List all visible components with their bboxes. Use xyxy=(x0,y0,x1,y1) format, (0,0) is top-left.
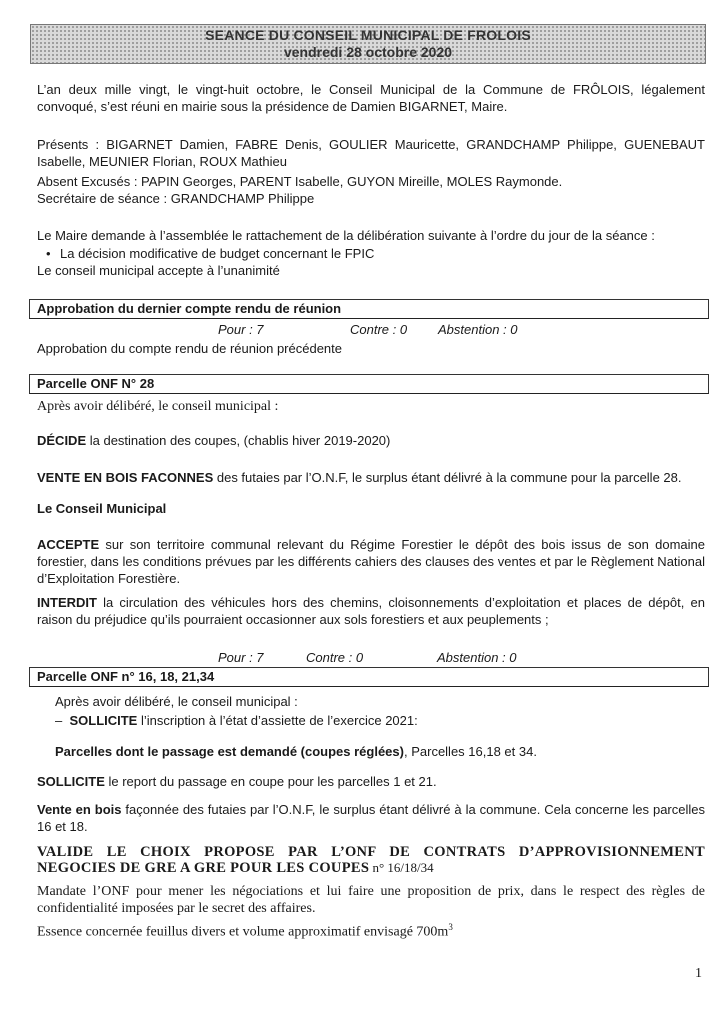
vote-abstention-2: Abstention : 0 xyxy=(437,650,517,665)
mandate-paragraph: Mandate l’ONF pour mener les négociations et lui faire une proposition de prix, dans le respect des règles de confidentialité imposées par le secret des affaires. xyxy=(37,884,705,916)
parcelles-text: , Parcelles 16,18 et 34. xyxy=(403,744,537,759)
council-heading xyxy=(37,500,705,517)
vote-pour-2: Pour : 7 xyxy=(218,650,264,665)
agenda-request: Le Maire demande à l’assemblée le rattachement de la délibération suivante à l’ordre du jour de la séance : xyxy=(37,228,655,243)
council-label: Le Conseil Municipal xyxy=(37,501,167,516)
page-number: 1 xyxy=(695,966,702,981)
parcelles-label: Parcelles dont le passage est demandé (coupes réglées) xyxy=(55,744,404,759)
sollicite-text: l’inscription à l’état d’assiette de l’exercice 2021: xyxy=(137,713,418,728)
vote-contre-2: Contre : 0 xyxy=(306,650,364,665)
section-heading-approbation: Approbation du dernier compte rendu de réunion xyxy=(29,299,709,319)
valide-paragraph xyxy=(37,844,705,876)
vente-paragraph xyxy=(37,469,705,486)
parcelles-paragraph xyxy=(55,743,705,760)
section-heading-parcelle-28: Parcelle ONF N° 28 xyxy=(29,374,709,394)
interdit-paragraph xyxy=(37,594,705,628)
vente-text: des futaies par l’O.N.F, le surplus étant délivré à la commune pour la parcelle 28. xyxy=(213,470,682,485)
essence-paragraph xyxy=(37,919,705,941)
secretary-line: Secrétaire de séance : GRANDCHAMP Philippe xyxy=(37,191,315,206)
accepte-label: ACCEPTE xyxy=(37,537,100,552)
sollicite-label: SOLLICITE xyxy=(69,713,138,728)
section3-intro: Après avoir délibéré, le conseil municipal : xyxy=(55,694,298,709)
valide-suffix: n° 16/18/34 xyxy=(369,860,434,875)
vente-label: VENTE EN BOIS FACONNES xyxy=(37,470,214,485)
dash-marker: – xyxy=(55,713,63,728)
accepte-text: sur son territoire communal relevant du Régime Forestier le dépôt des bois issus de son domaine forestier, dans les conditions prévues par les différents cahiers des clauses des ventes et par le Règlement National d’Exploitation Forestière. xyxy=(37,537,705,586)
essence-superscript: 3 xyxy=(448,922,453,932)
vote-pour: Pour : 7 xyxy=(218,322,264,337)
report-text: le report du passage en coupe pour les parcelles 1 et 21. xyxy=(104,774,437,789)
decide-label: DÉCIDE xyxy=(37,433,87,448)
accepte-paragraph xyxy=(37,536,705,587)
interdit-label: INTERDIT xyxy=(37,595,97,610)
vente-bois-label: Vente en bois xyxy=(37,802,122,817)
vote-contre: Contre : 0 xyxy=(350,322,408,337)
header-date: vendredi 28 octobre 2020 xyxy=(283,44,453,60)
presents-list: Présents : BIGARNET Damien, FABRE Denis, GOULIER Mauricette, GRANDCHAMP Philippe, GUENEBAUT Isabelle, MEUNIER Florian, ROUX Mathieu xyxy=(37,137,705,169)
report-label: SOLLICITE xyxy=(37,774,105,789)
decide-text: la destination des coupes, (chablis hiver 2019-2020) xyxy=(86,433,391,448)
sollicite-item xyxy=(55,712,418,729)
agenda-bullet-item: • La décision modificative de budget concernant le FPIC xyxy=(60,245,374,262)
section2-intro: Après avoir délibéré, le conseil municipal : xyxy=(37,399,279,414)
essence-text: Essence concernée feuillus divers et volume approximatif envisagé 700m xyxy=(37,924,449,940)
intro-paragraph: L’an deux mille vingt, le vingt-huit octobre, le Conseil Municipal de la Commune de FRÔLOIS, légalement convoqué, s’est réuni en mairie sous la présidence de Damien BIGARNET, Maire. xyxy=(37,82,705,114)
interdit-text: la circulation des véhicules hors des chemins, cloisonnements d’exploitation et places de dépôt, en raison du préjudice qu’ils pourraient occasionner aux sols forestiers et aux peuplements ; xyxy=(37,595,705,627)
valide-text: VALIDE LE CHOIX PROPOSE PAR L’ONF DE CONTRATS D’APPROVISIONNEMENT NEGOCIES DE GRE A GRE POUR LES COUPES xyxy=(37,844,705,876)
vente-bois-text: façonnée des futaies par l’O.N.F, le surplus étant délivré à la commune. Cela concerne les parcelles 16 et 18. xyxy=(37,802,705,834)
vente-bois-paragraph xyxy=(37,801,705,835)
absents-list: Absent Excusés : PAPIN Georges, PARENT Isabelle, GUYON Mireille, MOLES Raymonde. xyxy=(37,174,563,189)
report-paragraph xyxy=(37,773,705,790)
agenda-accept: Le conseil municipal accepte à l’unanimité xyxy=(37,263,280,278)
vote-abstention: Abstention : 0 xyxy=(438,322,518,337)
section-heading-parcelle-16-18-21-34: Parcelle ONF n° 16, 18, 21,34 xyxy=(29,667,709,687)
section1-text: Approbation du compte rendu de réunion précédente xyxy=(37,341,342,356)
header-title: SEANCE DU CONSEIL MUNICIPAL DE FROLOIS xyxy=(205,27,531,43)
header-banner xyxy=(30,24,706,64)
decide-paragraph xyxy=(37,432,705,449)
